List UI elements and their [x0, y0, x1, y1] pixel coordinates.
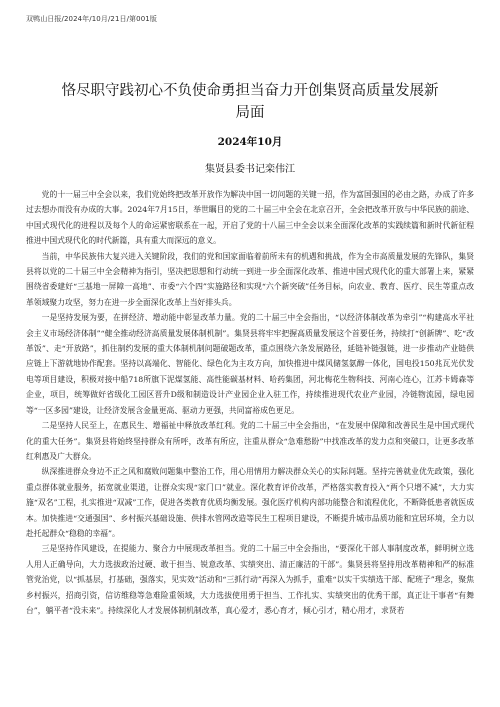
source-line: 双鸭山日报/2024年/10月/21日/第001版	[26, 15, 157, 23]
paragraph: 三是坚持作风建设，在提能力、聚合力中展现改革担当。党的二十届三中全会指出，“要深化干部人事制度改革，鲜明树立选人用人正确导向，大力选拔政治过硬、敢于担当、锐意改革、实绩突出、清正廉洁的干部”。集贤县将坚持用改革精神和严的标准管党治党，以“抓基层，打基础，强落实，见实效”活动和“三抓行动”再深入为抓手，重难“以实干实绩选干部、配班子”理念，聚焦乡村振兴，招商引资，信访维稳等急难险重领域，大力选拔使用勇于担当、工作扎实、实绩突出的优秀干部，真正让干事者“有舞台”，躺平者“没未来”。持续深化人才发展体制机制改革，真心爱才，悉心育才，倾心引才，精心用才，求贤若	[26, 544, 474, 615]
paragraph: 一是坚持发展为要，在拼经济、增动能中彰显改革力量。党的二十届三中全会指出，“以经济体制改革为牵引”“构建高水平社会主义市场经济体制”“健全推动经济高质量发展体制机制”。集贤县将牢牢把握高质量发展这个首要任务，持续打“创新牌”、吃“改革饭”、走“开放路”，抓住制约发展的重大体制机制问题破题改革，重点围绕六条发展路径，延链补链强链，进一步推动产业链供应链上下游就地协作配套。坚持以高端化、智能化、绿色化为主攻方向，加快推进中煤风储氢氨醇一体化，国电投150兆瓦光伏发电等项目建设，积极对接中船718所旗下泥煤氢能、高性能碳基材料、哈药集团，河北梅花生物科技、河南心连心，江苏卡姆森等企业，项目，统筹做好省级化工园区晋升D级和制造设计产业园企业入驻工作，持续推进现代农业产业园，冷链物流园，绿电园等“一区多园”建设，让经济发展含金量更高、驱动力更强，共同富裕成色更足。	[26, 313, 474, 415]
paragraph: 纵深推进群众身边不正之风和腐败问题集中整治工作，用心用情用力解决群众关心的实际问题。坚持完善就业优先政策，强化重点群体就业服务，拓宽就业渠道，让群众实现“家门口”就业。深化教育评价改革，严格落实教育投入“两个只增不减”，大力实施“双名”工程，扎实推进“双减”工作，促进各类教育优质均衡发展。强化医疗机构内部功能整合和流程优化，不断降低患者就医成本。加快推进“交通强国”、乡村振兴基础设施、供排水管网改造等民生工程项目建设，不断提升城市品质功能和宜居环境，全力以赴托起群众“稳稳的幸福”。	[26, 467, 474, 538]
article-author: 集贤县委书记栾伟江	[205, 164, 295, 175]
paragraph: 二是坚持人民至上，在惠民生、增福祉中释放改革红利。党的二十届三中全会指出，“在发展中保障和改善民生是中国式现代化的重大任务”。集贤县将始终坚持群众有所呼，改革有所应，注重从群众“急难愁盼”中找准改革的发力点和突破口，让更多改革红利惠及广大群众。	[26, 421, 474, 461]
article-body	[26, 187, 474, 618]
paragraph: 党的十一届三中全会以来，我们党始终把改革开放作为解决中国一切问题的关键一招，作为富国强国的必由之路，办成了许多过去想办而没有办成的大事。2024年7月15日，举世瞩目的党的二十届三中全会在北京召开，全会把改革开放与中华民族的前途、中国式现代化的进程以及每个人的命运紧密联系在一起，开启了党的十八届三中全会以来全面深化改革的实践续篇和新时代新征程推进中国式现代化的时代新篇，具有重大而深远的意义。	[26, 190, 474, 246]
article-date: 2024年10月	[217, 136, 283, 148]
paragraph: 当前，中华民族伟大复兴进入关键阶段，我们的党和国家面临着前所未有的机遇和挑战，作为全市高质量发展的先锋队，集贤县将以党的二十届三中全会精神为指引，坚决把思想和行动统一到进一步全面深化改革、推进中国式现代化的重大部署上来，紧紧围绕省委建好“三基地一屏障一高地”、市委“六个四”实施路径和实现“六个新突破”任务目标，向农业、教育、医疗、民生等重点改革领域聚力攻坚，努力在进一步全面深化改革上当好排头兵。	[26, 251, 474, 307]
article-title: 恪尽职守践初心不负使命勇担当奋力开创集贤高质量发展新局面	[61, 83, 439, 121]
